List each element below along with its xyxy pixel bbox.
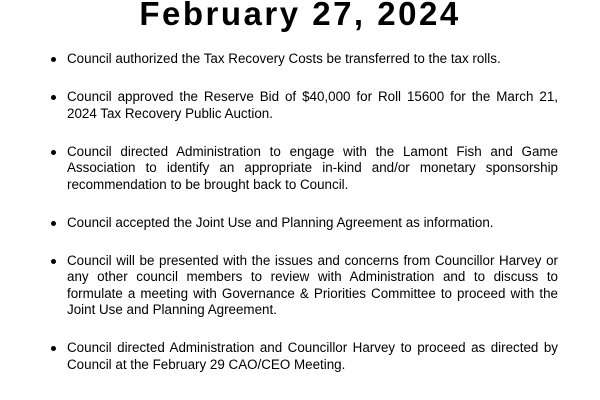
bullet-list — [0, 51, 600, 373]
list-item — [0, 215, 600, 232]
list-item-text: Council authorized the Tax Recovery Costs be transferred to the tax rolls. — [67, 51, 501, 66]
bullet-icon — [51, 150, 56, 155]
page-title: February 27, 2024 — [139, 0, 461, 32]
bullet-icon — [51, 259, 56, 264]
list-item-text: Council directed Administration to engage with the Lamont Fish and Game Association to identify an appropriate in-kind and/or monetary sponsorship recommendation to be brought back to Council. — [67, 143, 558, 192]
list-item — [0, 144, 600, 194]
list-item-text: Council directed Administration and Councillor Harvey to proceed as directed by Council at the February 29 CAO/CEO Meeting. — [67, 340, 558, 372]
bullet-icon — [51, 346, 56, 351]
bullet-icon — [51, 95, 56, 100]
list-item-text: Council accepted the Joint Use and Planning Agreement as information. — [67, 214, 494, 230]
list-item-text: Council will be presented with the issues and concerns from Councillor Harvey or any other council members to review with Administration and to discuss to formulate a meeting with Governance & Priorities Committee to proceed with the Joint Use and Planning Agreement. — [67, 252, 558, 317]
list-item — [0, 253, 600, 319]
bullet-icon — [51, 57, 56, 62]
list-item-text: Council approved the Reserve Bid of $40,000 for Roll 15600 for the March 21, 2024 Tax Recovery Public Auction. — [67, 89, 558, 121]
bullet-icon — [51, 221, 56, 226]
list-item — [0, 340, 600, 373]
list-item — [0, 89, 600, 122]
list-item — [0, 51, 600, 68]
